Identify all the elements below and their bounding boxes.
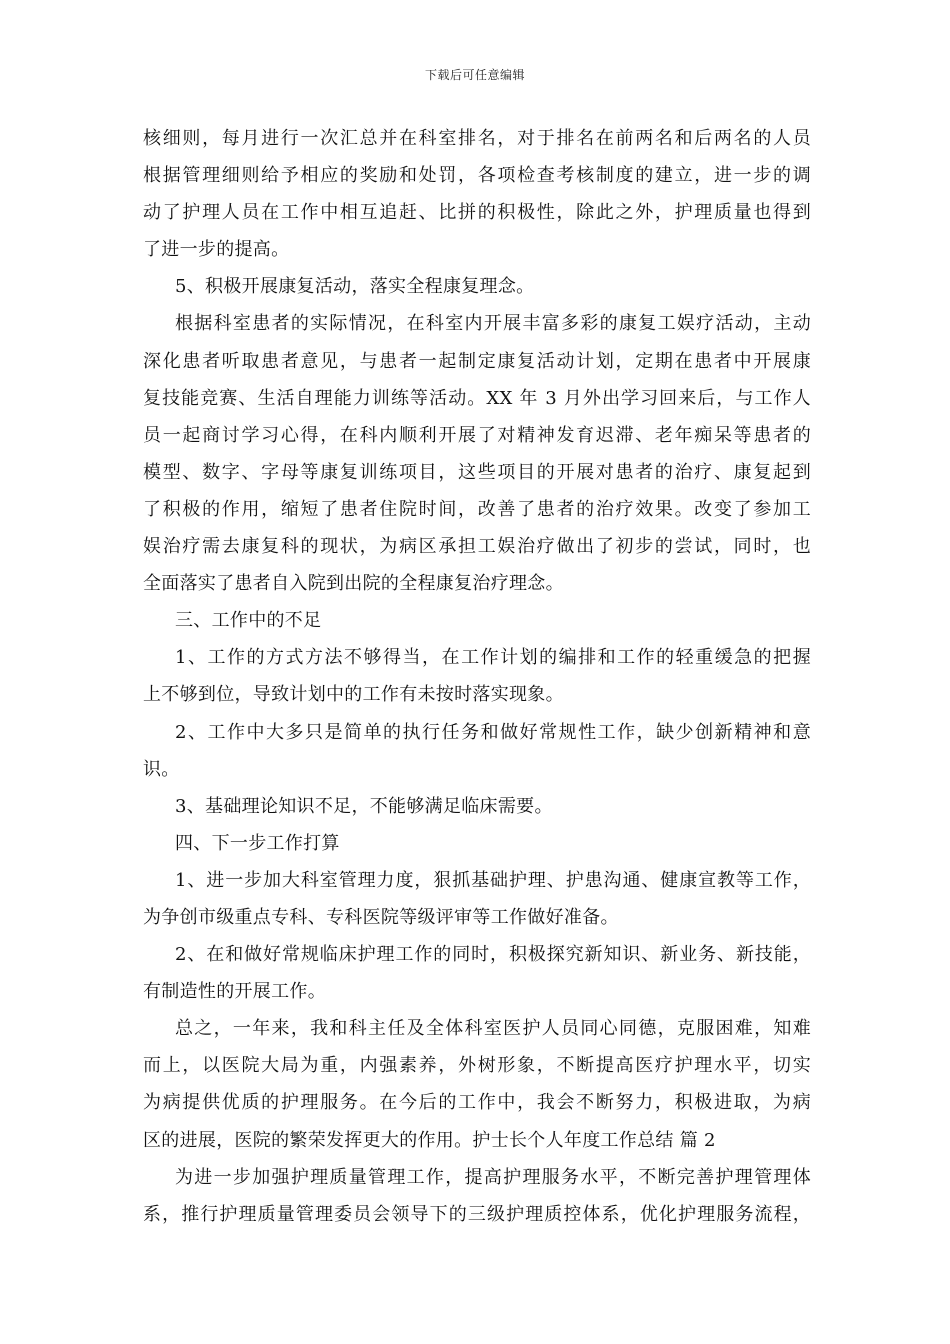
text-line: 全面落实了患者自入院到出院的全程康复治疗理念。 [143, 573, 564, 595]
text-line: 区的进展，医院的繁荣发挥更大的作用。护士长个人年度工作总结 篇 2 [143, 1129, 716, 1151]
text-line: 2、工作中大多只是简单的执行任务和做好常规性工作，缺少创新精神和意 [175, 721, 811, 743]
text-line: 四、下一步工作打算 [175, 832, 340, 854]
text-line: 1、工作的方式方法不够得当，在工作计划的编排和工作的轻重缓急的把握 [175, 647, 811, 669]
text-line: 娱治疗需去康复科的现状，为病区承担工娱治疗做出了初步的尝试，同时，也 [143, 536, 811, 558]
text-line: 了进一步的提高。 [143, 239, 290, 261]
text-line: 为病提供优质的护理服务。在今后的工作中，我会不断努力，积极进取，为病 [143, 1092, 811, 1114]
text-line: 为进一步加强护理质量管理工作，提高护理服务水平，不断完善护理管理体 [175, 1166, 811, 1188]
text-line: 核细则，每月进行一次汇总并在科室排名，对于排名在前两名和后两名的人员 [143, 128, 811, 149]
text-line: 1、进一步加大科室管理力度，狠抓基础护理、护患沟通、健康宣教等工作， [175, 869, 811, 891]
text-line: 三、工作中的不足 [175, 610, 322, 632]
page-header: 下载后可任意编辑 [424, 68, 525, 82]
text-line: 深化患者听取患者意见，与患者一起制定康复活动计划，定期在患者中开展康 [143, 350, 811, 372]
document-body [143, 120, 811, 1233]
text-line: 3、基础理论知识不足，不能够满足临床需要。 [175, 795, 553, 817]
text-line: 模型、数字、字母等康复训练项目，这些项目的开展对患者的治疗、康复起到 [143, 461, 811, 483]
text-line: 为争创市级重点专科、专科医院等级评审等工作做好准备。 [143, 906, 619, 928]
text-line: 识。 [143, 758, 180, 780]
text-line: 员一起商讨学习心得，在科内顺利开展了对精神发育迟滞、老年痴呆等患者的 [143, 424, 811, 446]
text-line: 系，推行护理质量管理委员会领导下的三级护理质控体系，优化护理服务流程， [143, 1203, 811, 1225]
text-line: 根据管理细则给予相应的奖励和处罚，各项检查考核制度的建立，进一步的调 [143, 165, 811, 187]
text-line: 上不够到位，导致计划中的工作有未按时落实现象。 [143, 684, 564, 706]
text-line: 动了护理人员在工作中相互追赶、比拼的积极性，除此之外，护理质量也得到 [143, 202, 811, 224]
text-line: 复技能竞赛、生活自理能力训练等活动。XX 年 3 月外出学习回来后，与工作人 [143, 387, 811, 409]
text-line: 2、在和做好常规临床护理工作的同时，积极探究新知识、新业务、新技能， [175, 944, 811, 966]
text-line: 而上，以医院大局为重，内强素养，外树形象，不断提高医疗护理水平，切实 [143, 1055, 811, 1077]
text-line: 总之，一年来，我和科主任及全体科室医护人员同心同德，克服困难，知难 [175, 1018, 811, 1040]
text-line: 有制造性的开展工作。 [143, 981, 326, 1003]
text-line: 了积极的作用，缩短了患者住院时间，改善了患者的治疗效果。改变了参加工 [143, 498, 811, 520]
text-line: 5、积极开展康复活动，落实全程康复理念。 [175, 276, 535, 298]
text-line: 根据科室患者的实际情况，在科室内开展丰富多彩的康复工娱疗活动，主动 [175, 313, 811, 335]
